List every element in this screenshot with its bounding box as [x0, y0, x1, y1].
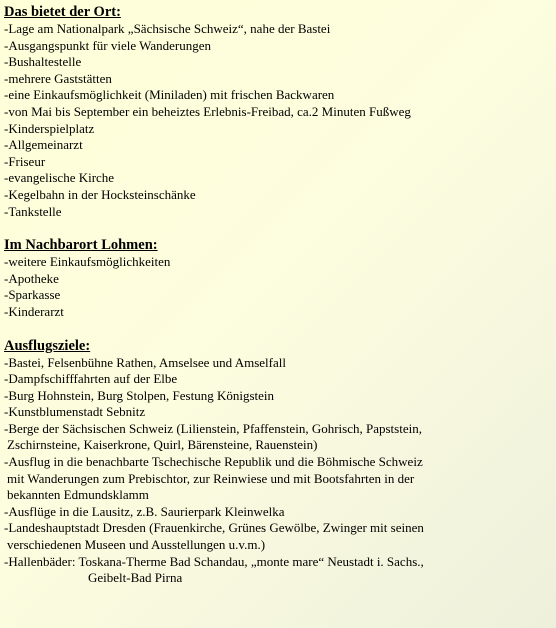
section-1: [4, 237, 556, 320]
item-text: -Kegelbahn in der Hocksteinschänke: [4, 186, 196, 202]
item-text: -Berge der Sächsischen Schweiz (Lilienstein, Pfaffenstein, Gohrisch, Papststein,: [4, 420, 422, 436]
list-item: [4, 388, 556, 405]
list-item: [4, 254, 556, 271]
list-item: [4, 104, 556, 121]
list-item: [4, 71, 556, 88]
item-text: -Ausgangspunkt für viele Wanderungen: [4, 37, 212, 53]
item-text: -Allgemeinarzt: [4, 137, 83, 153]
item-text-continuation: Geibelt-Bad Pirna: [88, 570, 183, 586]
item-text-continuation: verschiedenen Museen und Ausstellungen u.v.m.): [7, 537, 266, 553]
list-item: [4, 187, 556, 204]
item-text: -Tankstelle: [4, 203, 62, 219]
list-item: [4, 287, 556, 304]
item-text: -Kinderarzt: [4, 303, 64, 319]
item-text: -Apotheke: [4, 270, 59, 286]
item-text-continuation: Zschirnsteine, Kaiserkrone, Quirl, Bärensteine, Rauenstein): [7, 437, 318, 453]
list-item: [4, 137, 556, 154]
list-item: [4, 154, 556, 171]
item-list: [4, 254, 556, 320]
list-item: [4, 355, 556, 372]
item-text: -evangelische Kirche: [4, 170, 115, 186]
list-item: [4, 121, 556, 138]
item-text: -weitere Einkaufsmöglichkeiten: [4, 254, 171, 270]
item-text: -Ausflüge in die Lausitz, z.B. Saurierpark Kleinwelka: [4, 503, 285, 519]
item-text: -Lage am Nationalpark „Sächsische Schweiz“, nahe der Bastei: [4, 21, 331, 36]
item-text: -Kunstblumenstadt Sebnitz: [4, 404, 146, 420]
item-list: [4, 355, 556, 587]
item-text: -Dampfschifffahrten auf der Elbe: [4, 371, 178, 387]
list-item: [4, 271, 556, 288]
item-text: -Sparkasse: [4, 287, 61, 303]
list-item: [4, 421, 556, 454]
item-text: -mehrere Gaststätten: [4, 70, 112, 86]
item-text: -von Mai bis September ein beheiztes Erlebnis-Freibad, ca.2 Minuten Fußweg: [4, 103, 411, 119]
list-item: [4, 504, 556, 521]
item-text: -Burg Hohnstein, Burg Stolpen, Festung Königstein: [4, 387, 274, 403]
list-item: [4, 304, 556, 321]
list-item: [4, 170, 556, 187]
section-2: [4, 338, 556, 587]
section-0: [4, 4, 556, 220]
list-item: [4, 520, 556, 553]
list-item: [4, 87, 556, 104]
section-heading: Ausflugsziele:: [4, 337, 91, 354]
list-item: [4, 554, 556, 587]
item-list: [4, 21, 556, 220]
item-text: -Ausflug in die benachbarte Tschechische Republik und die Böhmische Schweiz: [4, 454, 423, 470]
list-item: [4, 371, 556, 388]
item-text: -Hallenbäder: Toskana-Therme Bad Schandau, „monte mare“ Neustadt i. Sachs.,: [4, 553, 424, 569]
section-heading: Das bietet der Ort:: [4, 4, 121, 20]
item-text-continuation: bekannten Edmundsklamm: [7, 487, 149, 503]
list-item: [4, 54, 556, 71]
item-text: -Bastei, Felsenbühne Rathen, Amselsee und Amselfall: [4, 354, 286, 370]
list-item: [4, 454, 556, 504]
list-item: [4, 21, 556, 38]
item-text: -Landeshauptstadt Dresden (Frauenkirche, Grünes Gewölbe, Zwinger mit seinen: [4, 520, 424, 536]
item-text: -Bushaltestelle: [4, 54, 82, 70]
item-text: -Friseur: [4, 153, 46, 169]
item-text: -Kinderspielplatz: [4, 120, 95, 136]
item-text: -eine Einkaufsmöglichkeit (Miniladen) mit frischen Backwaren: [4, 87, 335, 103]
list-item: [4, 38, 556, 55]
list-item: [4, 204, 556, 221]
item-text-continuation: mit Wanderungen zum Prebischtor, zur Reinwiese und mit Bootsfahrten in der: [7, 470, 415, 486]
sections-container: [4, 4, 556, 587]
section-heading: Im Nachbarort Lohmen:: [4, 237, 158, 254]
list-item: [4, 404, 556, 421]
